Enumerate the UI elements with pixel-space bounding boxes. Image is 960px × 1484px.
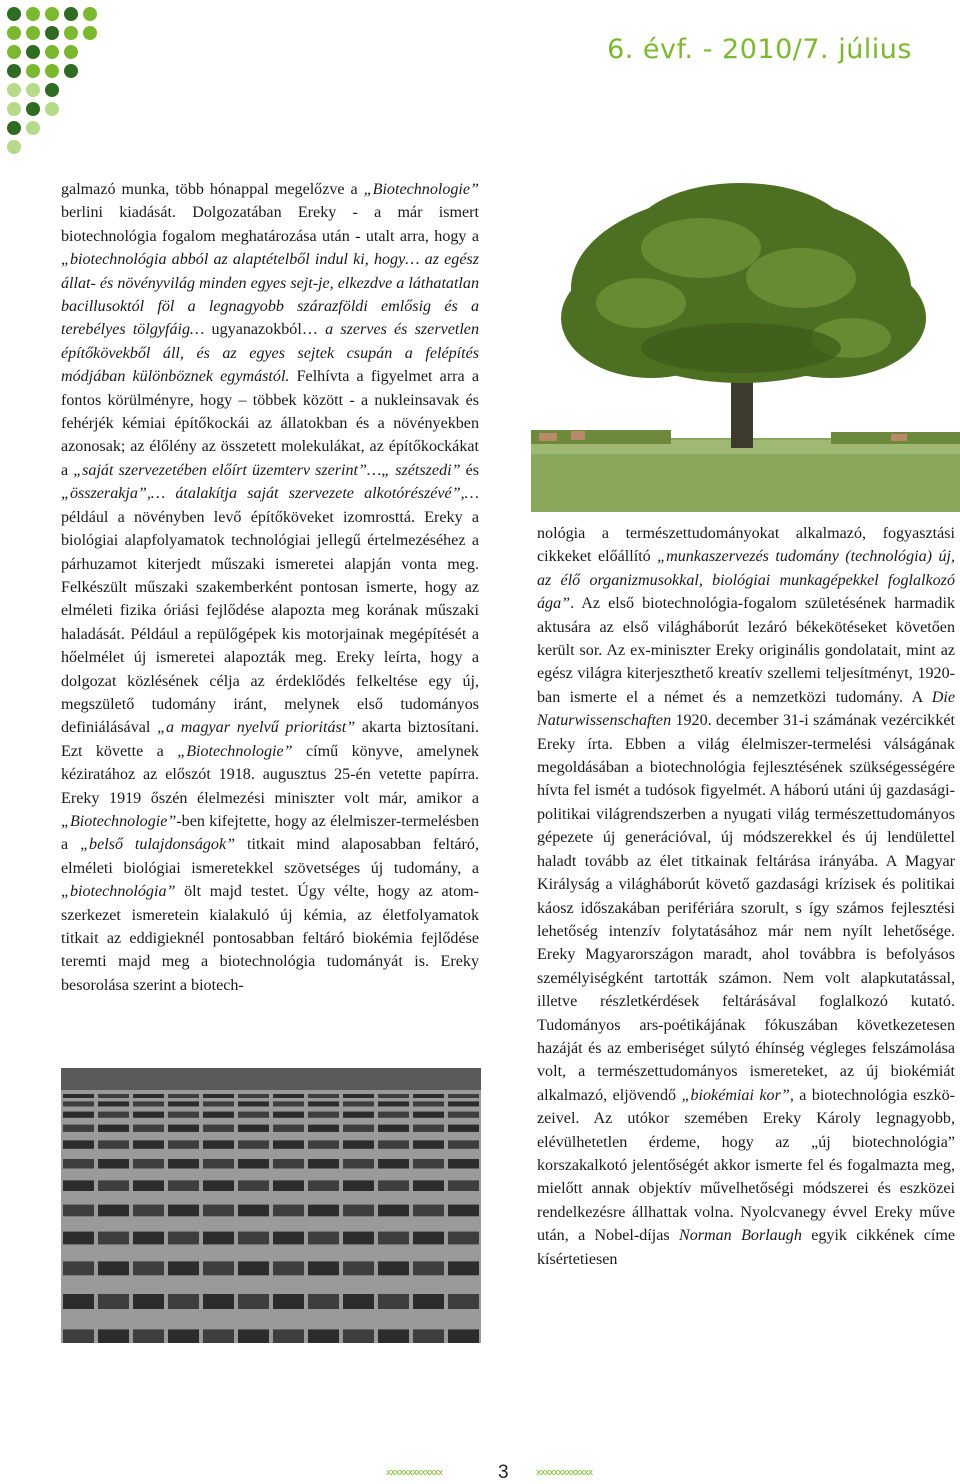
left-column-segment: „biotechnológia” xyxy=(61,883,176,901)
right-column-segment: 1920. december 31-i számának vezércikkét Ereky írta. Ebben a világ élelmiszer-termelési válságának megoldásában a biotechnológia fejlesztésének szükségességére hívta fel ismét a tudósok figyelmét. A háború utáni új gazdasági-politikai világrendszerben a nyugati világ természettudományos gépezete új generációval, új módszerekkel és új lendülettel haladt tovább az élet titkainak feltárása irányába. A Magyar Királyság a világháborút követő gazdasági krízisek és politikai káosz időszakában perifériára szorult, s így számos fejlesztési lehetőség intenzív folytatásához már nem nyílt lehetősége. Ereky Magyarországon maradt, ahol továbbra is befolyásos személyiségként tartották számon. Nem volt alapkutatással, illetve részletkérdések feltárásával foglalkozó kutató. Tudományos ars-poétikájának fókuszában következetesen hazáját és az emberiséget súlytó éhínség végleges felszámolása volt, a természettudományos ismereteket, az új biokémiát alkalmazó, eljövendő xyxy=(537,712,955,1104)
left-column-segment: „biotechnológia abból az alaptételből indul ki, hogy… az egész állat- és növényvilág minden egyes sejt-je, elkezdve a láthatatlan bacillusoktól föl a legnagyobb szárazföldi emlősig és a terebélyes tölgyfáig… xyxy=(61,251,479,339)
right-column-segment: egyik cikkének címe kísértetiesen xyxy=(537,1227,955,1268)
left-column-segment: „belső tulajdonságok” xyxy=(80,836,236,854)
right-column-text xyxy=(537,522,955,1271)
left-column-segment: „Biotechnologie” xyxy=(177,742,293,760)
left-column-text xyxy=(61,178,479,997)
field-photo xyxy=(61,1068,481,1343)
right-column-segment: „biokémiai kor” xyxy=(681,1086,790,1104)
left-column-segment: ölt majd testet. Úgy vélte, hogy az atomszerkezet ismeretein kialakuló új kémia, az életfolyamatok titkait az eddigieknél pontosabban feltáró biokémia fejlődése teremti majd meg a biotechnológia tudományát is. Ereky besorolása szerint a biotech- xyxy=(61,883,479,994)
left-column-segment: a szerves és szervetlen építőkövekből áll, és az egyes sejtek csupán a felépítés módjában különböznek egymástól. xyxy=(61,321,479,386)
tree-photo xyxy=(531,178,960,512)
left-column-segment: és xyxy=(460,461,480,479)
left-column-segment: „Biotechnologie” xyxy=(61,812,177,830)
left-column-segment: például a növényben levő építőköveket izomrosttá. Ereky a biológiai alapfolyamatok technológiai jellegű értelmezéséhez a párhuzamot kiterjedt műszaki ismeretei alapján vonta meg. Felkészült műszaki szakemberként pontosan ismerte, hogy az elméleti fizika óriási fejlődése alapozta meg korának műszaki haladását. Például a repülőgépek kis motorjainak megépítését a hőelmélet új ismeretei alapozták meg. Ereky leírta, hogy a dolgozat közlésének célja az érdeklődés felkeltése egy új, megszülető tudomány iránt, melynek első tudományos definiálásával xyxy=(61,508,479,737)
right-column-segment: , a biotechnológia eszközeivel. Az utókor szemében Ereky Károly legnagyobb, elévülhetetlen érdeme, hogy az „új biotechnológia” korszakalkotó jelentőségét akkor ismerte fel és fogalmazta meg, mielőtt annak objektív művelhetőségi módszerei és eszközei rendelkezésre állhattak volna. Nyolcvanegy évvel Ereky műve után, a Nobel-díjas xyxy=(537,1086,955,1245)
left-column-segment: „a magyar nyelvű prioritást” xyxy=(157,719,356,737)
left-column-segment: „Biotechnologie” xyxy=(363,181,479,198)
left-column-segment: Felhívta a figyelmet arra a fontos körülményre, hogy – többek között - a nukleinsavak és fehérjék kémiai építőkockái az állatokban és a növényekben azonosak; az élőlény az összetett molekulákat, az építőkockákat a xyxy=(61,368,479,479)
left-column-segment: „saját szervezetében előírt üzemterv szerint”…„ szétszedi” xyxy=(73,461,461,479)
left-column-segment: „összerakja”,… átalakítja saját szervezete alkotórészévé”,… xyxy=(61,485,479,503)
left-column-segment: -ben kifejtette, hogy az élelmiszer-termelésben a xyxy=(61,812,479,854)
footer-decoration-left: xxxxxxxxxxxxx xyxy=(386,1468,443,1478)
right-column-segment: Norman Borlaugh xyxy=(678,1227,802,1245)
right-column-segment: nológia a természettudományokat alkalmazó, fogyasztási cikkeket előállító xyxy=(537,525,955,566)
left-column-segment: galmazó munka, több hónappal megelőzve a xyxy=(61,181,364,198)
right-column-segment: „munkaszervezés tudomány (technológia) új, az élő organizmusokkal, biológiai munkagépekkel foglalkozó ága” xyxy=(537,548,956,613)
left-column-segment: ugyanazokból… xyxy=(204,321,326,339)
left-column-segment: című könyve, amelynek kéziratához az előszót 1918. augusztus 25-én vetette papírra. Ereky 1919 őszén élelmezési miniszter volt már, amikor a xyxy=(61,742,479,807)
footer-decoration-right: xxxxxxxxxxxxx xyxy=(536,1468,593,1478)
decorative-dot-pattern xyxy=(0,0,120,170)
page-number: 3 xyxy=(498,1462,509,1483)
issue-header: 6. évf. - 2010/7. július xyxy=(607,34,912,65)
right-column-segment: . Az első biotechnológia-fogalom születésének harmadik aktusára az első világháborút lezáró békekötéseket követően került sor. Az ex-miniszter Ereky originális gondolatait, mint az egész világra kiterjeszthető kreatív szellemi teljesítményt, 1920-ban ismerte el a német és a nemzetközi tudomány. A xyxy=(537,595,955,706)
left-column-segment: berlini kiadását. Dolgozatában Ereky - a már ismert biotechnológia fogalom meghatározása után - utalt arra, hogy a xyxy=(61,204,479,245)
right-column-segment: Die Naturwissenschaften xyxy=(537,688,955,730)
left-column-segment: akarta biztosítani. Ezt követte a xyxy=(61,719,480,760)
left-column-segment: titkait mind alaposabban feltáró, elméleti biológiai ismeretekkel szövetséges új tudomány, a xyxy=(61,836,479,877)
